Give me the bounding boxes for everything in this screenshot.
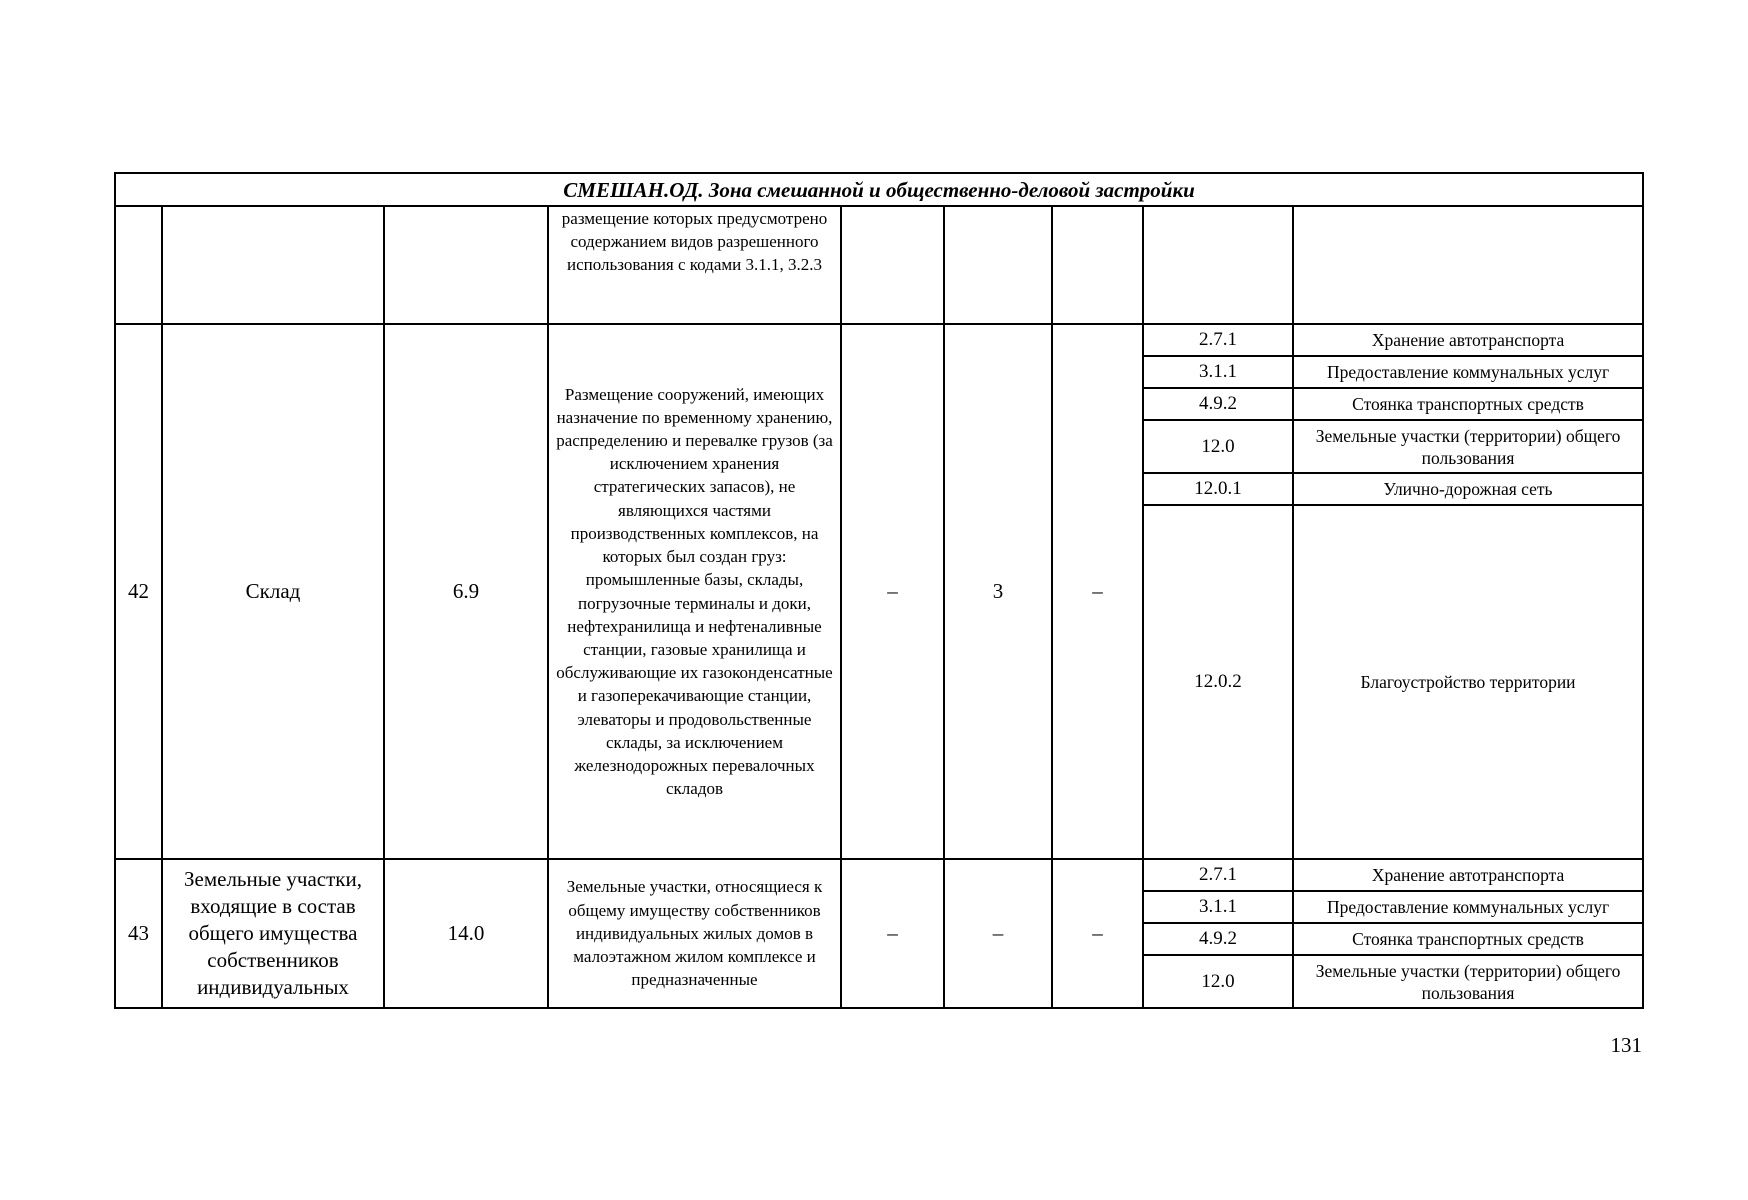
cell-col5: [841, 206, 944, 324]
row-name: Склад: [162, 324, 384, 859]
row-code: 14.0: [384, 859, 548, 1008]
related-name: Предоставление коммунальных услуг: [1293, 356, 1643, 388]
row-number: 42: [115, 324, 162, 859]
related-code: 4.9.2: [1143, 923, 1293, 955]
related-code: 3.1.1: [1143, 891, 1293, 923]
cell-related-name: [1293, 206, 1643, 324]
related-name: Хранение автотранспорта: [1293, 324, 1643, 356]
related-code: 2.7.1: [1143, 859, 1293, 891]
related-name: Стоянка транспортных средств: [1293, 923, 1643, 955]
zoning-table: [114, 172, 1644, 1009]
related-code: 2.7.1: [1143, 324, 1293, 356]
cell-col7: [1052, 206, 1143, 324]
row-col6: –: [944, 859, 1052, 1008]
row-col5: –: [841, 324, 944, 859]
related-code: 3.1.1: [1143, 356, 1293, 388]
row-description: Земельные участки, относящиеся к общему имуществу собственников индивидуальных жилых домов в малоэтажном жилом комплексе и предназначенные: [548, 859, 841, 1008]
related-name: Земельные участки (территории) общего пользования: [1293, 955, 1643, 1008]
row-col6: 3: [944, 324, 1052, 859]
row-col7: –: [1052, 859, 1143, 1008]
related-code: 12.0.1: [1143, 473, 1293, 505]
row-code: 6.9: [384, 324, 548, 859]
row-description: Размещение сооружений, имеющих назначение по временному хранению, распределению и перевалке грузов (за исключением хранения стратегических запасов), не являющихся частями производственных комплексов, на которых был создан груз: промышленные базы, склады, погрузочные терминалы и доки, нефтехранилища и нефтеналивные станции, газовые хранилища и обслуживающие их газоконденсатные и газоперекачивающие станции, элеваторы и продовольственные склады, за исключением железнодорожных перевалочных складов: [548, 324, 841, 859]
table-row-42: [115, 324, 1643, 356]
cell-related-code: [1143, 206, 1293, 324]
related-code: 12.0.2: [1143, 505, 1293, 859]
page-number: 131: [1610, 1033, 1642, 1057]
related-name: Земельные участки (территории) общего пользования: [1293, 420, 1643, 473]
related-code: 12.0: [1143, 420, 1293, 473]
cell-code: [384, 206, 548, 324]
row-col5: –: [841, 859, 944, 1008]
related-name: Благоустройство территории: [1293, 505, 1643, 859]
table-row-43: [115, 859, 1643, 891]
table-title-row: [115, 173, 1643, 206]
cell-description: размещение которых предусмотрено содержанием видов разрешенного использования с кодами 3.1.1, 3.2.3: [548, 206, 841, 324]
table-row-continuation: [115, 206, 1643, 324]
related-name: Предоставление коммунальных услуг: [1293, 891, 1643, 923]
related-code: 12.0: [1143, 955, 1293, 1008]
row-name: Земельные участки, входящие в состав общего имущества собственников индивидуальных: [162, 859, 384, 1008]
related-name: Хранение автотранспорта: [1293, 859, 1643, 891]
cell-col6: [944, 206, 1052, 324]
cell-name: [162, 206, 384, 324]
table-title: СМЕШАН.ОД. Зона смешанной и общественно-деловой застройки: [115, 173, 1643, 206]
related-name: Улично-дорожная сеть: [1293, 473, 1643, 505]
cell-number: [115, 206, 162, 324]
related-name: Стоянка транспортных средств: [1293, 388, 1643, 420]
row-col7: –: [1052, 324, 1143, 859]
row-number: 43: [115, 859, 162, 1008]
related-code: 4.9.2: [1143, 388, 1293, 420]
